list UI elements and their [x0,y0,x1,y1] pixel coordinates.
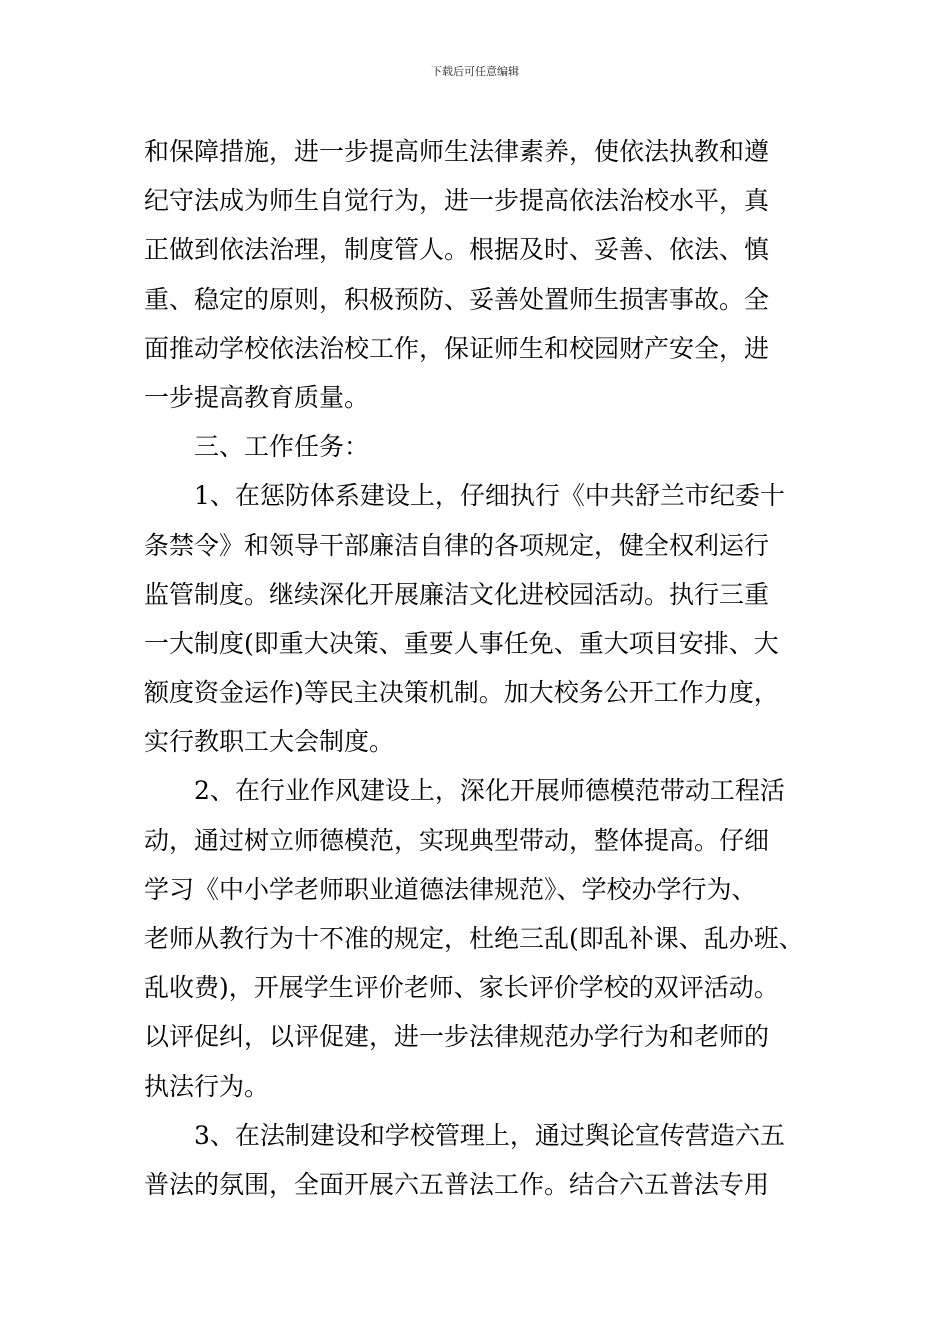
text-line: 重、稳定的原则，积极预防、妥善处置师生损害事故。全 [144,284,770,314]
text-line: 以评促纠，以评促建，进一步法律规范办学行为和老师的 [144,1022,770,1052]
text-line: 乱收费)，开展学生评价老师、家长评价学校的双评活动。 [144,973,779,1003]
text-line: 动，通过树立师德模范，实现典型带动，整体提高。仔细 [144,825,770,855]
text-line: 和保障措施，进一步提高师生法律素养，使依法执教和遵 [144,137,770,166]
text-line: 条禁令》和领导干部廉洁自律的各项规定，健全权利运行 [144,530,770,560]
text-line: 面推动学校依法治校工作，保证师生和校园财产安全，进 [144,333,770,363]
section-heading: 三、工作任务： [194,432,370,462]
text-line: 3、在法制建设和学校管理上，通过舆论宣传营造六五 [194,1120,785,1150]
text-line: 一步提高教育质量。 [144,382,370,412]
text-line: 纪守法成为师生自觉行为，进一步提高依法治校水平，真 [144,186,770,216]
text-line: 普法的氛围，全面开展六五普法工作。结合六五普法专用 [144,1169,770,1199]
text-line: 学习《中小学老师职业道德法律规范》、学校办学行为、 [144,874,757,904]
text-line: 执法行为。 [144,1071,270,1101]
text-line: 监管制度。继续深化开展廉洁文化进校园活动。执行三重 [144,579,770,609]
text-line: 一大制度(即重大决策、重要人事任免、重大项目安排、大 [144,628,779,658]
text-line: 2、在行业作风建设上，深化开展师德模范带动工程活 [194,776,785,806]
text-line: 老师从教行为十不准的规定，杜绝三乱(即乱补课、乱办班、 [144,924,804,953]
text-line: 1、在惩防体系建设上，仔细执行《中共舒兰市纪委十 [194,481,785,511]
page-header-note: 下载后可任意编辑 [431,65,519,78]
text-line: 正做到依法治理，制度管人。根据及时、妥善、依法、慎 [144,235,770,265]
document-body [144,127,824,1209]
text-line: 额度资金运作)等民主决策机制。加大校务公开工作力度， [144,678,779,708]
text-line: 实行教职工大会制度。 [144,727,395,757]
